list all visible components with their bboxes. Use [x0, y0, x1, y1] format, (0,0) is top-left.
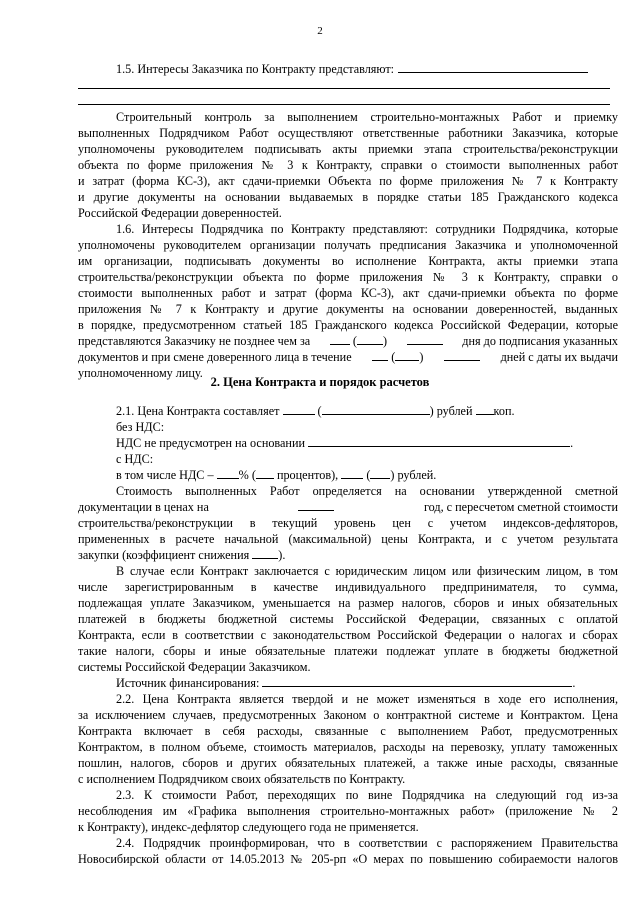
text-line: несоблюдения им «Графика выполнения строительно-монтажных работ» (приложение № 2 [78, 804, 618, 818]
blank-field[interactable] [330, 333, 350, 345]
blank-field[interactable] [256, 467, 274, 479]
text-line: Контрактом, в полном объеме, стоимость материалов, расходы на перевозку, уплату таможенных [78, 740, 618, 754]
text-line: стоимости выполненных работ и затрат (форма КС-3), акт сдачи-приемки объекта по форме [78, 286, 618, 300]
text-line: платежей в бюджеты бюджетной системы Российской Федерации, связанных с оплатой [78, 612, 618, 626]
text-line: 1.6. Интересы Подрядчика по Контракту представляют: сотрудники Подрядчика, которые [116, 222, 618, 236]
clause-1-5-intro: 1.5. Интересы Заказчика по Контракту представляют: [116, 61, 618, 77]
blank-field[interactable] [370, 467, 390, 479]
no-vat-basis: НДС не предусмотрен на основании . [116, 436, 574, 450]
text-line: за исключением случаев, предусмотренных Законом о контрактной системе и Контрактом. Цена [78, 708, 618, 722]
blank-field[interactable] [372, 349, 388, 361]
blank-field[interactable] [308, 435, 570, 447]
text-line: числе зарегистрированным в качестве индивидуального предпринимателя, то сумма, [78, 580, 618, 594]
clause-2-1: 2.1. Цена Контракта составляет ( ) рублей коп. [116, 404, 515, 418]
text-line: Строительный контроль за выполнением строительно-монтажных Работ и приемку [116, 110, 618, 124]
text-line: примененных в расчете начальной (максимальной) цены Контракта, и с учетом результата [78, 532, 618, 546]
text-line: Новосибирской области от 14.05.2013 № 205-рп «О мерах по повышению собираемости налогов [78, 852, 618, 866]
text-line: и затрат (форма КС-3), акт сдачи-приемки Объекта по форме приложения № 7 к Контракту [78, 174, 618, 188]
year-field[interactable] [298, 499, 334, 511]
text-line: к Контракту), индекс-дефлятор следующего года не применяется. [78, 820, 419, 834]
blank-line[interactable] [78, 104, 610, 105]
text-line: такие налоги, сборы и иные обязательные платежи подлежат уплате в бюджеты бюджетной [78, 644, 618, 658]
blank-field[interactable] [357, 333, 383, 345]
vat-percent-field[interactable] [217, 467, 239, 479]
blank-field[interactable] [407, 333, 443, 345]
text-line: Российской Федерации доверенностей. [78, 206, 282, 220]
text-line: пошлин, налогов, сборов и других обязательных платежей, а также иные расходы, связанные [78, 756, 618, 770]
text-line: Стоимость выполненных Работ определяется на основании утвержденной сметной [116, 484, 618, 498]
funding-source: Источник финансирования: . [116, 676, 576, 690]
text-line: выполненных Подрядчиком Работ осуществляют ответственные работники Заказчика, которые [78, 126, 618, 140]
text-line: подлежащая уплате Заказчиком, уменьшается на размер налогов, сборов и иных обязательных [78, 596, 618, 610]
text-line-with-blanks: документации в ценах на год, с пересчетом сметной стоимости [78, 500, 618, 514]
text-line: Контракта включает в себя расходы, связанные с выполнением Работ, предусмотренных [78, 724, 618, 738]
blank-line[interactable] [78, 88, 610, 89]
funding-field[interactable] [262, 675, 572, 687]
text-line: уполномоченному лицу. [78, 366, 203, 380]
text-line: В случае если Контракт заключается с юридическим лицом или физическим лицом, в том [116, 564, 618, 578]
with-vat-label: с НДС: [116, 452, 154, 466]
no-vat-label: без НДС: [116, 420, 165, 434]
page-number: 2 [317, 25, 323, 37]
text-line: с исполнением Подрядчиком своих обязательств по Контракту. [78, 772, 406, 786]
text-line: 2.2. Цена Контракта является твердой и не может изменяться в ходе его исполнения, [116, 692, 618, 706]
vat-line: в том числе НДС – % ( процентов), ( ) рублей. [116, 468, 437, 482]
kopecks-field[interactable] [476, 403, 494, 415]
text-line: строительства/реконструкции в текущий уровень цен с учетом индексов-дефляторов, [78, 516, 618, 530]
text-line-with-blanks: документов и при смене доверенного лица в течение ( ) дней с даты их выдачи [78, 350, 618, 364]
text-line: и другие документы на основании выдаваемых в порядке статьи 185 Гражданского кодекса [78, 190, 618, 204]
text-line: им организации, подписывать документы во исполнение Контракта, акты приемки этапа [78, 254, 618, 268]
text-line: в порядке, предусмотренном статьей 185 Гражданского кодекса Российской Федерации, которые [78, 318, 618, 332]
coefficient-field[interactable] [252, 547, 278, 559]
blank-field[interactable] [444, 349, 480, 361]
text-line-with-blanks: закупки (коэффициент снижения ). [78, 548, 286, 562]
text-line-with-blanks: представляются Заказчику не позднее чем за ( ) дня до подписания указанных [78, 334, 618, 348]
text-line: уполномочены руководителем организации получать предписания Заказчика и уполномоченной [78, 238, 618, 252]
text-line: системы Российской Федерации Заказчиком. [78, 660, 311, 674]
text-line: 2.3. К стоимости Работ, переходящих по вине Подрядчика на следующий год из-за [116, 788, 618, 802]
text-line: уполномочены руководителем подписывать акты приемки этапа строительства/реконструкции [78, 142, 618, 156]
vat-amount-field[interactable] [341, 467, 363, 479]
section-title: 2. Цена Контракта и порядок расчетов [210, 375, 430, 389]
blank-field[interactable] [395, 349, 419, 361]
price-words-field[interactable] [322, 403, 430, 415]
text-line: 2.4. Подрядчик проинформирован, что в соответствии с распоряжением Правительства [116, 836, 618, 850]
text-line: приложения № 7 к Контракту и другие документы на основании доверенностей, выданных [78, 302, 618, 316]
text-line: объекта по форме приложения № 3 к Контракту, справки о стоимости выполненных работ [78, 158, 618, 172]
blank-field[interactable] [398, 61, 588, 73]
text-line: Контракта, если в соответствии с законодательством Российской Федерации о налогах и сборах [78, 628, 618, 642]
text-line: строительства/реконструкции объекта по форме приложения № 3 к Контракту, справки о [78, 270, 618, 284]
price-number-field[interactable] [283, 403, 315, 415]
